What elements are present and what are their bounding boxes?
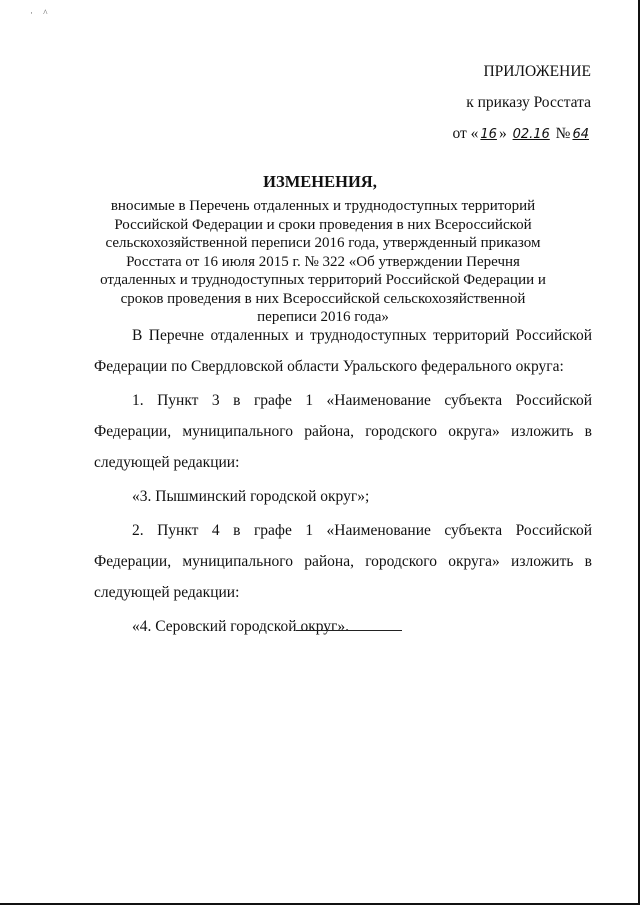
order-mid: » [498,125,507,142]
appendix-block [452,62,591,156]
scan-marks: · ^ [30,8,52,18]
paragraph-intro: В Перечне отдаленных и труднодоступных территорий Российской Федерации по Свердловской области Уральского федерального округа: [94,327,592,375]
order-reference: к приказу Росстата [466,94,591,111]
paragraph-item-1: 1. Пункт 3 в графе 1 «Наименование субъекта Российской Федерации, муниципального района, городского округа» изложить в следующей редакции: [94,392,592,471]
document-body [94,320,592,645]
order-date-line [452,124,591,145]
appendix-label: ПРИЛОЖЕНИЕ [483,63,591,80]
document-subtitle: вносимые в Перечень отдаленных и труднодоступных территорий Российской Федерации и сроки проведения в них Всероссийской сельскохозяйственной переписи 2016 года, утвержденный приказом Росстата от 16 июля 2015 г. № 322 «Об утверждении Перечня отдаленных и труднодоступных территорий Российской Федерации и сроков проведения в них Всероссийской сельскохозяйственной переписи 2016 года» [100,198,546,325]
order-day-handwritten: 16 [480,127,497,142]
document-title: ИЗМЕНЕНИЯ, [263,172,377,191]
order-number-label: № [555,125,571,142]
order-number-handwritten: 64 [572,127,589,142]
order-date-handwritten: 02.16 [512,127,550,142]
paragraph-quote-1: «3. Пышминский городской округ»; [132,488,370,505]
paragraph-quote-2: «4. Серовский городской округ». [132,618,350,635]
closing-rule [296,630,402,631]
order-prefix: от « [452,125,479,142]
paragraph-item-2: 2. Пункт 4 в графе 1 «Наименование субъекта Российской Федерации, муниципального района, городского округа» изложить в следующей редакции: [94,522,592,601]
